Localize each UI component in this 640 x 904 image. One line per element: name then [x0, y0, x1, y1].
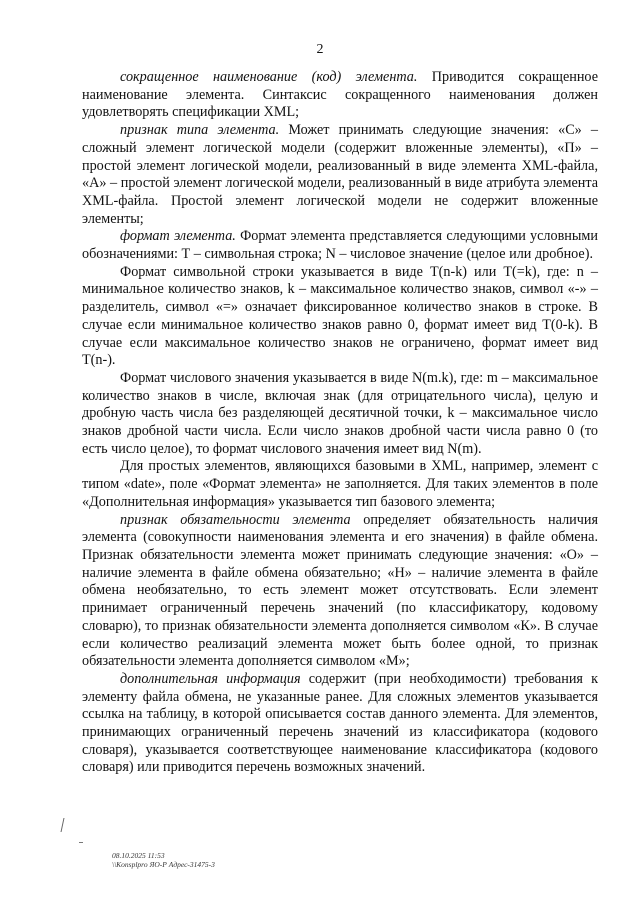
footer-file-path: \\Konsplpro ЯО-Р Адрес-31475-3	[112, 860, 215, 869]
paragraph-element-format	[82, 228, 598, 263]
document-footer	[112, 851, 215, 869]
paragraph-text: Формат числового значения указывается в виде N(m.k), где: m – максимальное количество знаков в числе, включая знак (для отрицательного числа), целую и дробную часть числа без разделяющей десятичной точки, k – максимальное число знаков дробной части числа. Если число знаков дробной части числа равно 0 (то есть число целое), то формат числового значения имеет вид N(m).	[82, 369, 598, 457]
paragraph-additional-info	[82, 671, 598, 777]
footer-timestamp: 08.10.2025 11:53	[112, 851, 165, 860]
document-body	[82, 69, 598, 777]
page-number: 2	[316, 42, 324, 57]
paragraph-short-name	[82, 69, 598, 122]
paragraph-text: Формат символьной строки указывается в виде T(n-k) или T(=k), где: n – минимальное количество знаков, k – максимальное количество знаков, символ «-» – разделитель, символ «=» означает фиксированное количество знаков в строке. В случае если минимальное количество знаков равно 0, формат имеет вид T(0-k). В случае если максимальное количество знаков не ограничено, формат имеет вид T(n-).	[82, 263, 598, 369]
term-short-name: сокращенное наименование (код) элемента.	[120, 69, 418, 85]
term-element-format: формат элемента.	[120, 228, 236, 245]
paragraph-number-format	[82, 370, 598, 459]
paragraph-mandatory	[82, 512, 598, 671]
paragraph-element-type	[82, 122, 598, 228]
paragraph-text: Может принимать следующие значения: «С» – сложный элемент логической модели (содержит вложенные элементы), «П» – простой элемент логической модели, реализованный в виде элемента XML-файла, «А» – простой элемент логической модели, реализованный в виде атрибута элемента XML-файла. Простой элемент логической модели не содержит вложенные элементы;	[82, 122, 598, 227]
paragraph-text: Для простых элементов, являющихся базовыми в XML, например, элемент с типом «date», поле «Формат элемента» не заполняется. Для таких элементов в поле «Дополнительная информация» указывается тип базового элемента;	[82, 458, 598, 510]
margin-pen-mark	[61, 818, 67, 832]
paragraph-text: Формат элемента представляется следующими условными обозначениями: Т – символьная строка; N – числовое значение (целое или дробное).	[82, 228, 598, 263]
margin-pen-dash	[79, 842, 83, 843]
paragraph-base-elements	[82, 458, 598, 511]
term-additional-info: дополнительная информация	[120, 670, 301, 687]
paragraph-text: содержит (при необходимости) требования к элементу файла обмена, не указанные ранее. Для сложных элементов указывается ссылка на таблицу, в которой описывается состав данного элемента. Для элементов, принимающих ограниченный перечень значений из классификатора (кодового словаря), указывается соответствующее наименование классификатора (кодового словаря) или приводится перечень возможных значений.	[82, 670, 598, 776]
paragraph-text: определяет обязательность наличия элемента (совокупности наименования элемента и его значения) в файле обмена. Признак обязательности элемента может принимать следующие значения: «О» – наличие элемента в файле обмена обязательно; «Н» – наличие элемента в файле обмена необязательно, то есть элемент может отсутствовать. Если элемент принимает ограниченный перечень значений (по классификатору, кодовому словарю), то признак обязательности элемента дополняется символом «К». В случае если количество реализаций элемента может быть более одной, то признак обязательности элемента дополняется символом «М»;	[82, 511, 598, 670]
term-mandatory: признак обязательности элемента	[120, 511, 351, 528]
paragraph-string-format	[82, 264, 598, 370]
term-element-type: признак типа элемента.	[120, 122, 280, 139]
paragraph-text: Приводится сокращенное наименование элемента. Синтаксис сокращенного наименования должен удовлетворять спецификации XML;	[82, 69, 598, 121]
